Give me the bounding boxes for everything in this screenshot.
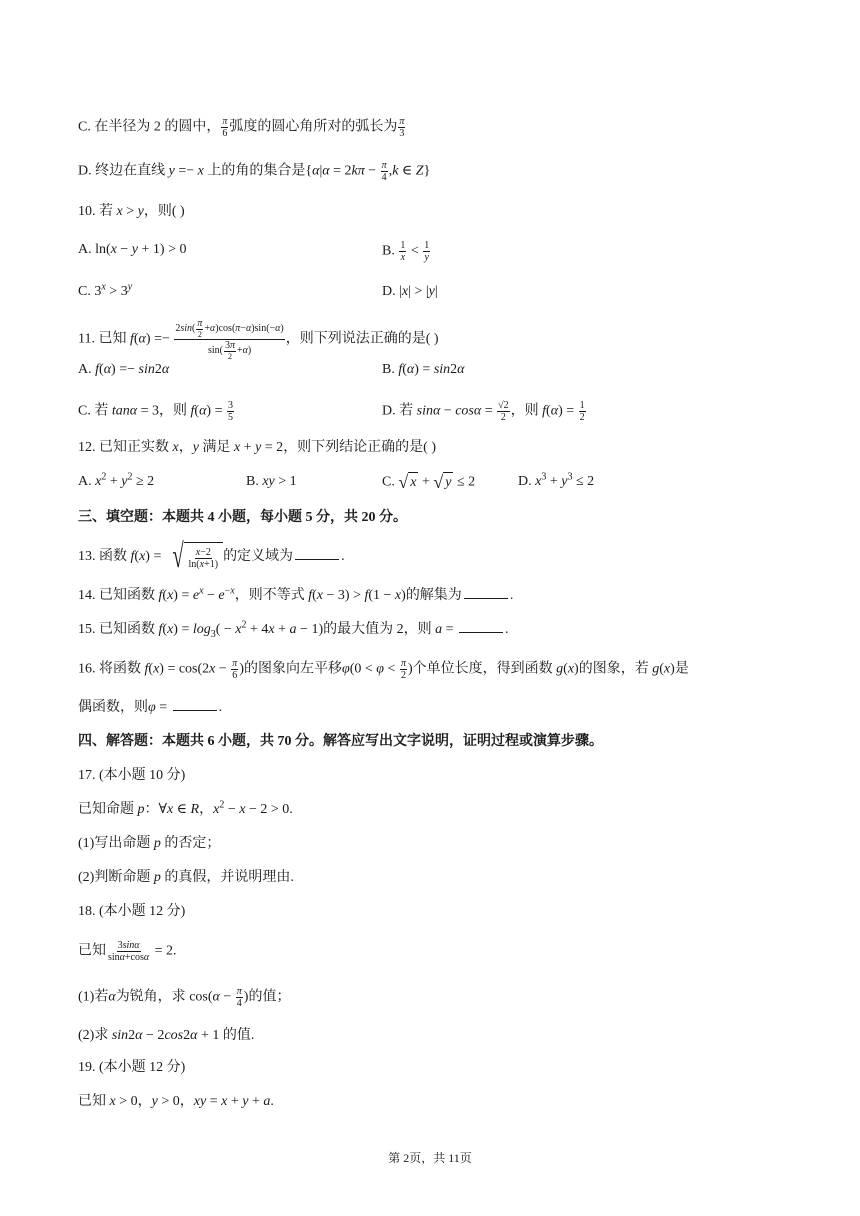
- q18-heading: 18. (本小题 12 分): [78, 904, 186, 919]
- q12-option-c: C. √ x + √ y ≤ 2: [382, 472, 476, 492]
- q12-option-b: B. xy > 1: [246, 474, 297, 489]
- q10-option-a: A. ln(x − y + 1) > 0: [78, 242, 187, 257]
- section-3-heading: 三、填空题：本题共 4 小题，每小题 5 分，共 20 分。: [78, 510, 407, 525]
- q9-option-d: D. 终边在直线 y =− x 上的角的集合是{α|α = 2kπ − $\frac{\pi}{4}$ ,k ∈ Z}: [78, 160, 431, 183]
- q10-option-c: C. $3^x > 3^y$: [78, 281, 133, 299]
- q13: 13. 函数 f(x) = √ $\frac{x-2}{\ln(x+1)}$ 的定义域为 .: [78, 538, 345, 575]
- q17-part2: (2)判断命题 p 的真假，并说明理由.: [78, 870, 294, 885]
- page-footer: 第 2页，共 11页: [388, 1151, 472, 1165]
- q9-option-c: C. 在半径为 2 的圆中， $\frac{\pi}{6}$ 弧度的圆心角所对的弧长为 $\frac{\pi}{3}$: [78, 116, 405, 139]
- q14-answer-blank[interactable]: [464, 584, 508, 599]
- q19-given: 已知 x > 0，y > 0，xy = x + y + a.: [78, 1094, 274, 1109]
- q12-option-a: A. $x^2 + y^2 \ge 2$: [78, 471, 155, 489]
- q17-part1: (1)写出命题 p 的否定；: [78, 836, 221, 851]
- q11-option-d: D. 若 sinα − cosα = $\frac{√2}{2}$ ，则 f(α) = $\frac{1}{2}$: [382, 400, 585, 423]
- q10-option-d: D. |x| > |y|: [382, 284, 438, 299]
- q16-line1: 16. 将函数 f(x) = cos(2x − $\frac{\pi}{6}$ )的图象向左平移φ(0 < φ < $\frac{\pi}{2}$ )个单位长度，得到函数 g(x)的图象，若 g(x)是: [78, 658, 689, 681]
- q10-stem: 10. 若 x > y，则( ): [78, 204, 185, 219]
- q16-answer-blank[interactable]: [173, 696, 217, 711]
- q14: 14. 已知函数 $f(x) = e^x - e^{-x}$，则不等式 f(x − 3) > f(1 − x)的解集为 .: [78, 585, 514, 603]
- q11-option-c: C. 若 tanα = 3，则 f(α) = $\frac{3}{5}$: [78, 400, 233, 423]
- q19-heading: 19. (本小题 12 分): [78, 1060, 186, 1075]
- q11-stem: 11. 已知 f(α) =− 2sin( π 2 +α)cos(π−α)sin(−α) sin( 3π 2 +α) ，则下列说法正确的是( ): [78, 318, 439, 361]
- q17-given: 已知命题 p：∀x ∈ R，$x^2 - x - 2 > 0$.: [78, 799, 293, 817]
- q18-given: 已知 $\frac{3\sin\alpha}{\sin\alpha+\cos\alpha}$ = 2.: [78, 940, 177, 963]
- q12-option-d: D. $x^3 + y^3 \le 2$: [518, 471, 595, 489]
- q11-option-a: A. f(α) =− sin2α: [78, 362, 170, 377]
- q12-stem: 12. 已知正实数 x，y 满足 x + y = 2，则下列结论正确的是( ): [78, 440, 437, 455]
- q16-line2: 偶函数，则φ = .: [78, 696, 222, 718]
- q15: 15. 已知函数 $f(x) = \log_3( - x^2 + 4x + a - 1)$的最大值为 2，则 a = .: [78, 619, 509, 640]
- q18-part2: (2)求 sin2α − 2cos2α + 1 的值.: [78, 1028, 255, 1043]
- q15-answer-blank[interactable]: [459, 618, 503, 633]
- q18-part1: (1)若α为锐角，求 cos(α − $\frac{\pi}{4}$ )的值；: [78, 986, 291, 1009]
- q11-option-b: B. f(α) = sin2α: [382, 362, 465, 377]
- q17-heading: 17. (本小题 10 分): [78, 768, 186, 783]
- q13-answer-blank[interactable]: [295, 545, 339, 560]
- q10-option-b: B. $\frac{1}{x}$ < $\frac{1}{y}$: [382, 240, 430, 263]
- section-4-heading: 四、解答题：本题共 6 小题，共 70 分。解答应写出文字说明，证明过程或演算步骤。: [78, 734, 603, 749]
